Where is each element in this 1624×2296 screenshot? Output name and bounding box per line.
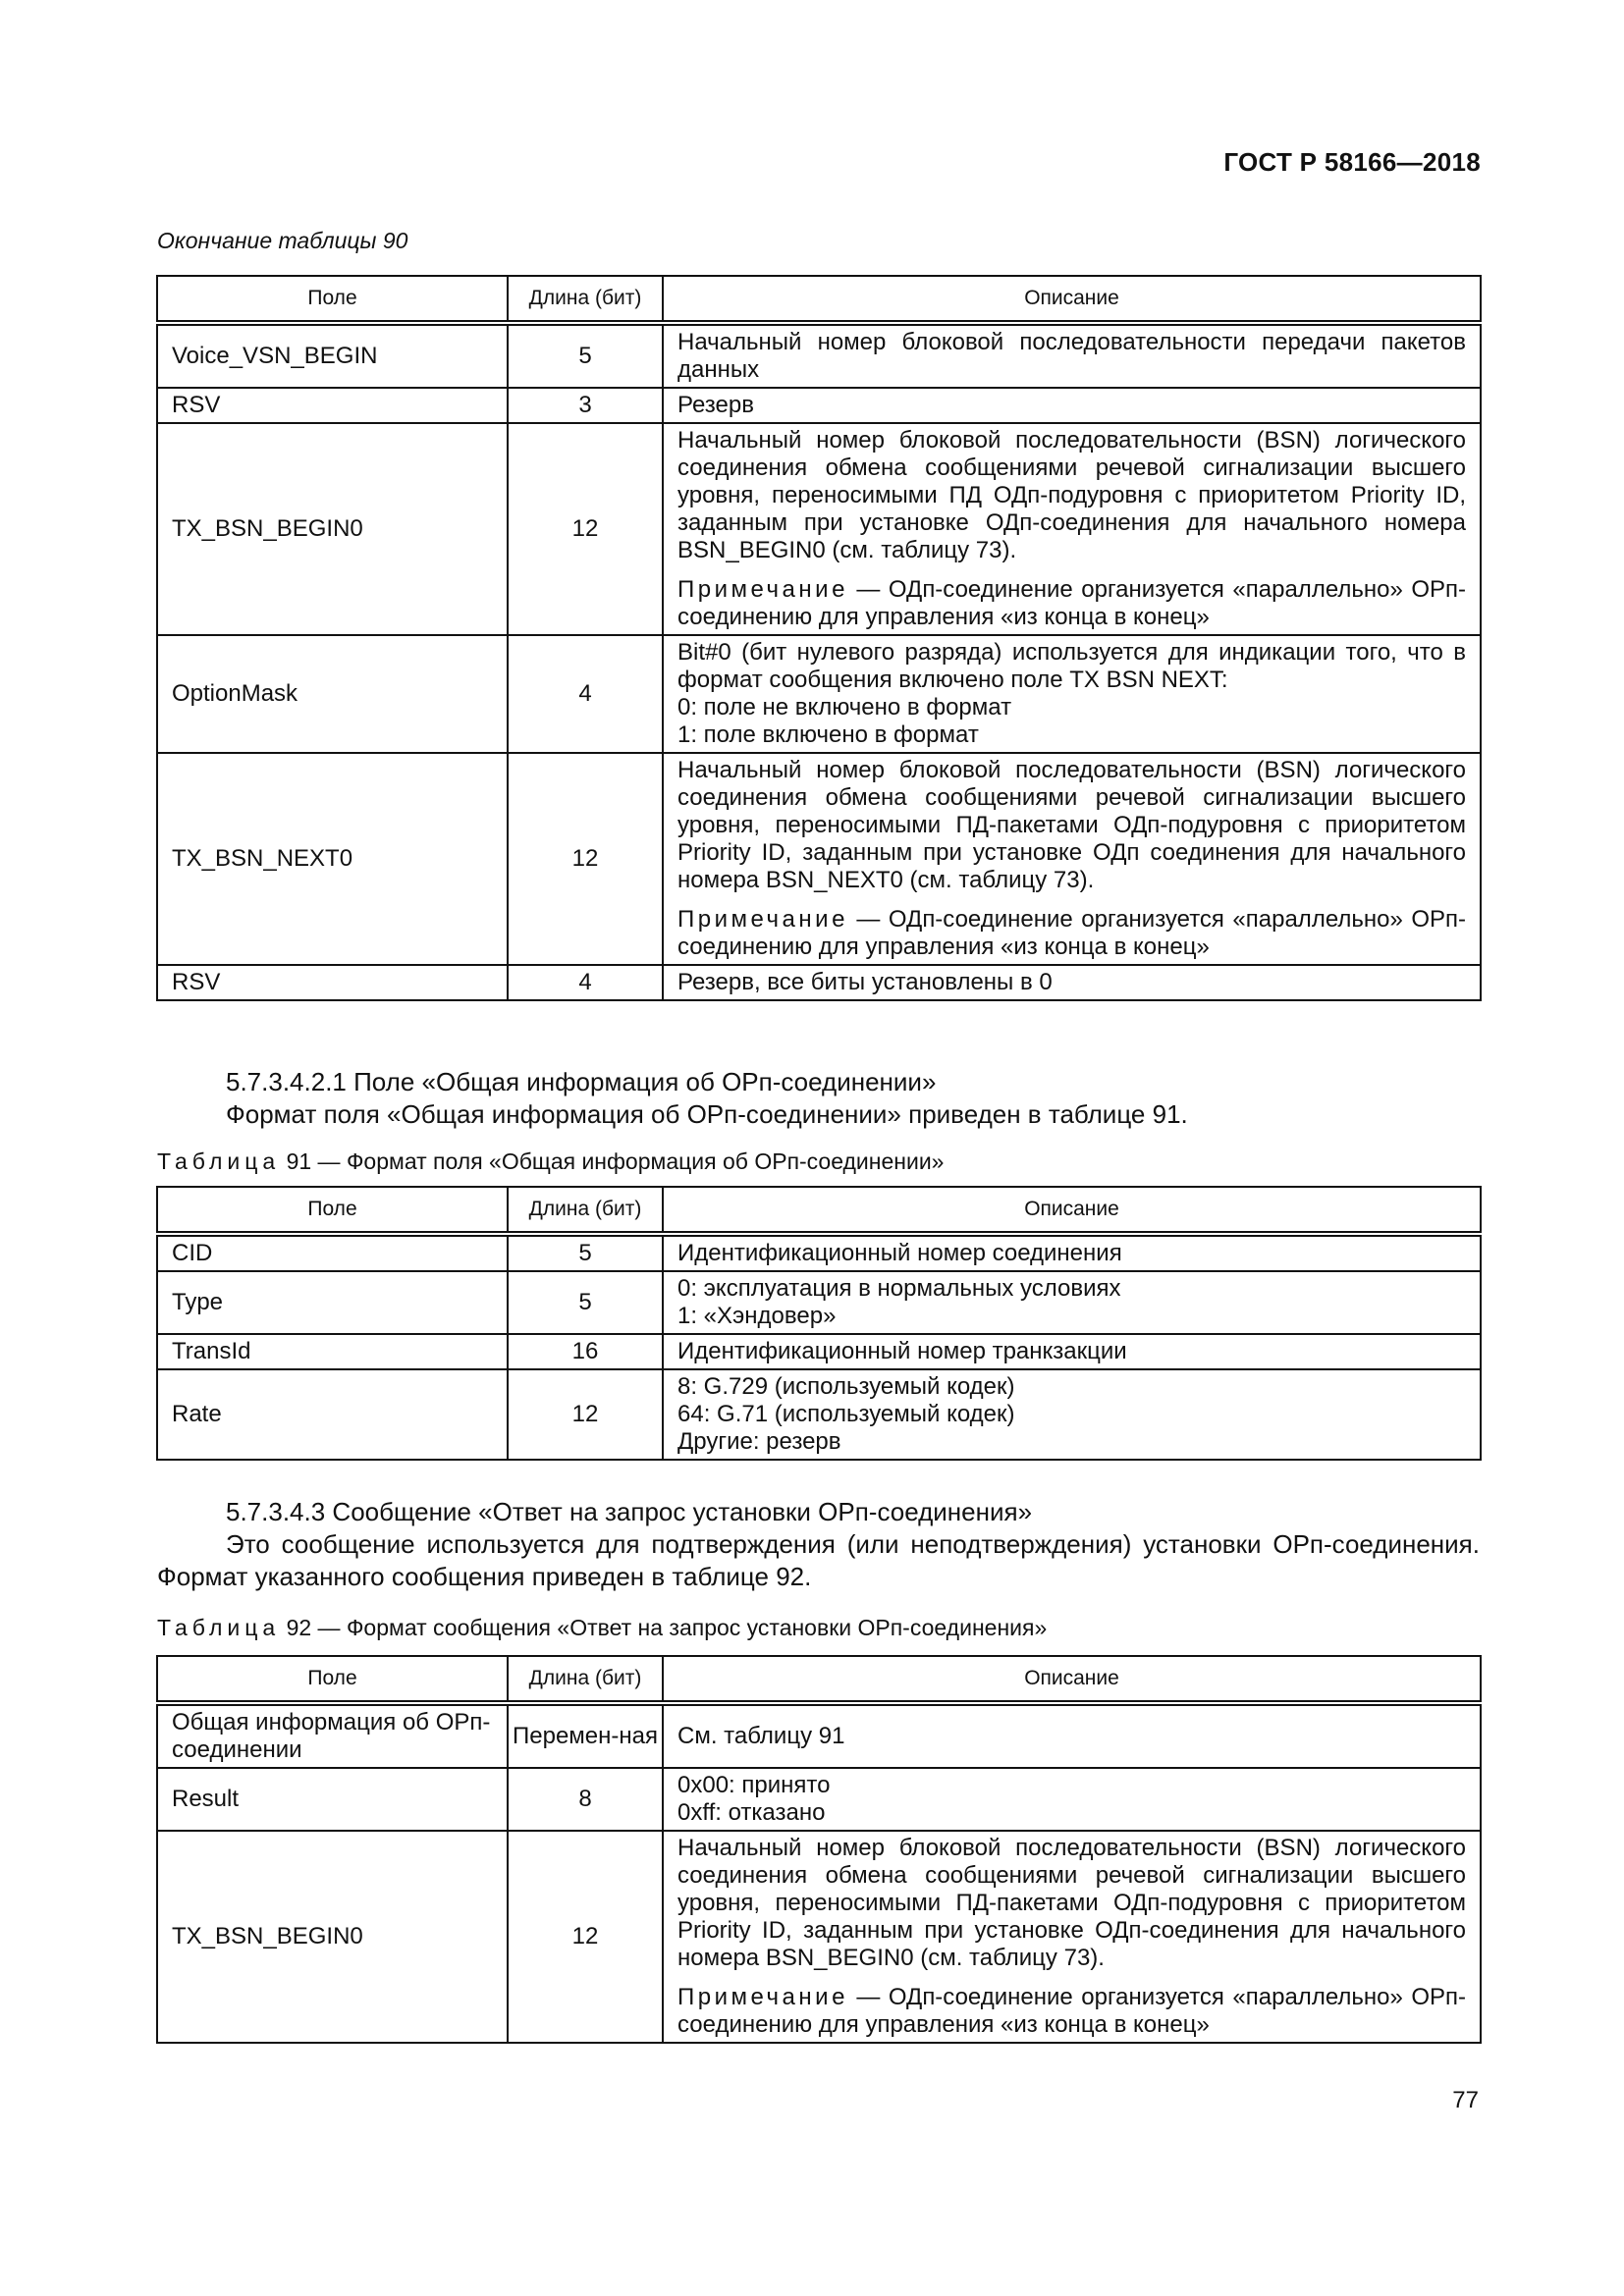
cell-description xyxy=(663,1369,1481,1460)
description-line: Bit#0 (бит нулевого разряда) используется для индикации того, что в формат сообщения включено поле TX BSN NEXT: xyxy=(677,639,1466,693)
note-text: — ОДп-соединение организуется «параллельно» ОРп-соединению для управления «из конца в конец» xyxy=(677,1984,1466,2038)
cell-description xyxy=(663,1703,1481,1768)
table90-continuation-caption: Окончание таблицы 90 xyxy=(157,228,408,253)
description-line: 8: G.729 (используемый кодек) xyxy=(677,1373,1015,1400)
cell-field: TX_BSN_BEGIN0 xyxy=(157,1831,508,2043)
cell-field: RSV xyxy=(157,388,508,423)
column-header-description: Описание xyxy=(663,1656,1481,1703)
section-text: Формат поля «Общая информация об ОРп-соединении» приведен в таблице 91. xyxy=(226,1099,1188,1129)
cell-field: TX_BSN_NEXT0 xyxy=(157,753,508,965)
cell-field: Result xyxy=(157,1768,508,1831)
cell-field: Type xyxy=(157,1271,508,1334)
cell-description xyxy=(663,635,1481,753)
note-text: — ОДп-соединение организуется «параллельно» ОРп-соединению для управления «из конца в конец» xyxy=(677,576,1466,630)
cell-length: Перемен-ная xyxy=(508,1703,663,1768)
cell-length: 4 xyxy=(508,635,663,753)
caption-text: 91 — Формат поля «Общая информация об ОРп-соединении» xyxy=(280,1148,945,1174)
section-heading: 5.7.3.4.3 Сообщение «Ответ на запрос установки ОРп-соединения» xyxy=(226,1497,1033,1526)
cell-field: TX_BSN_BEGIN0 xyxy=(157,423,508,635)
cell-length: 3 xyxy=(508,388,663,423)
note xyxy=(677,1984,1466,2039)
description-line: 0xff: отказано xyxy=(677,1799,826,1826)
caption-word: Таблица xyxy=(157,1148,281,1174)
cell-field: Rate xyxy=(157,1369,508,1460)
table-row xyxy=(157,635,1481,753)
caption-text: 92 — Формат сообщения «Ответ на запрос установки ОРп-соединения» xyxy=(280,1615,1048,1640)
table-row xyxy=(157,423,1481,635)
table-row xyxy=(157,1234,1481,1271)
note xyxy=(677,906,1466,961)
description-line: 0x00: принято xyxy=(677,1772,831,1798)
description-line: 1: поле включено в формат xyxy=(677,721,979,748)
cell-description xyxy=(663,388,1481,423)
cell-field: Voice_VSN_BEGIN xyxy=(157,323,508,388)
note-word: Примечание xyxy=(677,1984,848,2010)
section-heading: 5.7.3.4.2.1 Поле «Общая информация об ОРп-соединении» xyxy=(226,1067,937,1096)
cell-length: 5 xyxy=(508,1234,663,1271)
table-body xyxy=(157,1234,1481,1460)
description-line: Идентификационный номер соединения xyxy=(677,1240,1122,1266)
table-row xyxy=(157,1271,1481,1334)
table92-caption xyxy=(157,1615,1047,1641)
cell-description xyxy=(663,965,1481,1000)
cell-length: 4 xyxy=(508,965,663,1000)
cell-description xyxy=(663,1234,1481,1271)
cell-length: 12 xyxy=(508,1831,663,2043)
note-word: Примечание xyxy=(677,906,848,933)
cell-description xyxy=(663,323,1481,388)
description-line: 0: эксплуатация в нормальных условиях xyxy=(677,1275,1121,1302)
table-header-row xyxy=(157,1187,1481,1234)
cell-field: CID xyxy=(157,1234,508,1271)
description-line: Идентификационный номер транкзакции xyxy=(677,1338,1127,1364)
cell-description xyxy=(663,423,1481,635)
table-body xyxy=(157,1703,1481,2043)
section-5-7-3-4-3 xyxy=(157,1496,1480,1593)
table-row xyxy=(157,753,1481,965)
column-header-field: Поле xyxy=(157,1656,508,1703)
cell-length: 8 xyxy=(508,1768,663,1831)
description-line: 64: G.71 (используемый кодек) xyxy=(677,1401,1015,1427)
table-row xyxy=(157,1369,1481,1460)
table-92 xyxy=(156,1655,1482,2044)
description-line: Начальный номер блоковой последовательности (BSN) логического соединения обмена сообщениями речевой сигнализации высшего уровня, переносимыми ПД ОДп-подуровня с приоритетом Priority ID, заданным при установке ОДп-соединения для начального номера BSN_BEGIN0 (см. таблицу 73). xyxy=(677,427,1466,563)
cell-length: 12 xyxy=(508,1369,663,1460)
table-row xyxy=(157,965,1481,1000)
caption-word: Таблица xyxy=(157,1615,281,1640)
column-header-field: Поле xyxy=(157,1187,508,1234)
description-line: Резерв, все биты установлены в 0 xyxy=(677,969,1053,995)
table-91 xyxy=(156,1186,1482,1461)
cell-field: TransId xyxy=(157,1334,508,1369)
table-row xyxy=(157,1703,1481,1768)
cell-description xyxy=(663,1768,1481,1831)
table-row xyxy=(157,1768,1481,1831)
description-line: См. таблицу 91 xyxy=(677,1723,845,1749)
table-row xyxy=(157,1831,1481,2043)
column-header-field: Поле xyxy=(157,276,508,323)
table-body xyxy=(157,323,1481,1000)
cell-length: 16 xyxy=(508,1334,663,1369)
column-header-length: Длина (бит) xyxy=(508,1656,663,1703)
table-header-row xyxy=(157,1656,1481,1703)
table-row xyxy=(157,323,1481,388)
description-line: Резерв xyxy=(677,392,754,418)
description-line: 0: поле не включено в формат xyxy=(677,694,1012,721)
description-line: 1: «Хэндовер» xyxy=(677,1303,837,1329)
section-text: Это сообщение используется для подтверждения (или неподтверждения) установки ОРп-соединения. Формат указанного сообщения приведен в таблице 92. xyxy=(157,1529,1480,1591)
cell-length: 5 xyxy=(508,323,663,388)
column-header-description: Описание xyxy=(663,276,1481,323)
table-row xyxy=(157,1334,1481,1369)
cell-length: 12 xyxy=(508,753,663,965)
description-line: Начальный номер блоковой последовательности (BSN) логического соединения обмена сообщениями речевой сигнализации высшего уровня, переносимыми ПД-пакетами ОДп-подуровня с приоритетом Priority ID, заданным при установке ОДп соединения для начального номера BSN_NEXT0 (см. таблицу 73). xyxy=(677,757,1466,893)
column-header-description: Описание xyxy=(663,1187,1481,1234)
page-number: 77 xyxy=(1452,2087,1479,2113)
cell-length: 5 xyxy=(508,1271,663,1334)
note-word: Примечание xyxy=(677,576,848,603)
cell-description xyxy=(663,1334,1481,1369)
cell-field: Общая информация об ОРп-соединении xyxy=(157,1703,508,1768)
cell-length: 12 xyxy=(508,423,663,635)
description-line: Начальный номер блоковой последовательности передачи пакетов данных xyxy=(677,329,1466,383)
table-header-row xyxy=(157,276,1481,323)
description-line: Начальный номер блоковой последовательности (BSN) логического соединения обмена сообщениями речевой сигнализации высшего уровня, переносимыми ПД-пакетами ОДп-подуровня с приоритетом Priority ID, заданным при установке ОДп-соединения для начального номера BSN_BEGIN0 (см. таблицу 73). xyxy=(677,1835,1466,1971)
note-text: — ОДп-соединение организуется «параллельно» ОРп-соединению для управления «из конца в конец» xyxy=(677,906,1466,960)
table-row xyxy=(157,388,1481,423)
description-line: Другие: резерв xyxy=(677,1428,841,1455)
document-code: ГОСТ Р 58166—2018 xyxy=(1223,147,1481,177)
note xyxy=(677,576,1466,631)
cell-description xyxy=(663,753,1481,965)
table91-caption xyxy=(157,1148,944,1175)
table-90 xyxy=(156,275,1482,1001)
column-header-length: Длина (бит) xyxy=(508,276,663,323)
column-header-length: Длина (бит) xyxy=(508,1187,663,1234)
cell-description xyxy=(663,1831,1481,2043)
section-5-7-3-4-2-1 xyxy=(157,1066,1480,1131)
cell-field: OptionMask xyxy=(157,635,508,753)
cell-field: RSV xyxy=(157,965,508,1000)
cell-description xyxy=(663,1271,1481,1334)
